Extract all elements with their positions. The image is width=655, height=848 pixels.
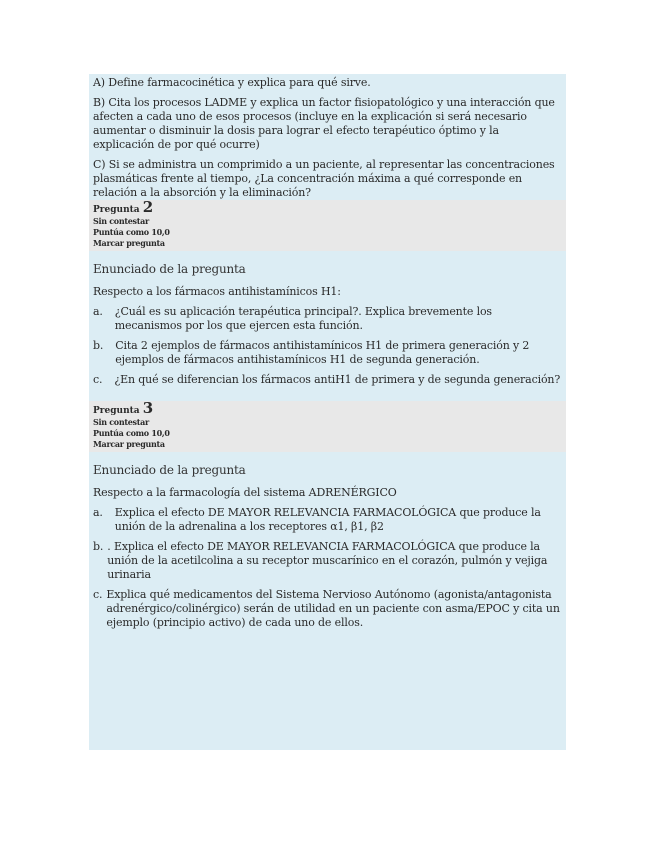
question-2-item-c xyxy=(93,373,562,387)
question-2-info xyxy=(89,200,566,251)
question-3-label: Pregunta xyxy=(93,406,140,416)
question-2-item-a xyxy=(93,305,562,333)
question-2-status: Sin contestar xyxy=(93,216,149,226)
question-3-score: Puntúa como 10,0 xyxy=(93,428,170,438)
question-2-score: Puntúa como 10,0 xyxy=(93,227,170,237)
question-3-intro: Respecto a la farmacología del sistema ADRENÉRGICO xyxy=(93,486,397,499)
item-text: . Explica el efecto DE MAYOR RELEVANCIA FARMACOLÓGICA que produce la unión de la acetilcolina a su receptor muscarínico en el corazón, pulmón y vejiga urinaria xyxy=(107,540,548,581)
question-2-flag-link[interactable]: Marcar pregunta xyxy=(93,238,165,248)
question-1-part-b: B) Cita los procesos LADME y explica un factor fisiopatológico y una interacción que afecten a cada uno de esos procesos (incluye en la explicación si será necesario aumentar o disminuir la dosis para lograr el efecto terapéutico óptimo y la explicación de por qué ocurre) xyxy=(93,96,555,151)
item-label: b. xyxy=(93,540,104,553)
item-label: c. xyxy=(93,588,103,601)
item-label: a. xyxy=(93,305,103,318)
question-3-status: Sin contestar xyxy=(93,417,149,427)
question-3-flag-link[interactable]: Marcar pregunta xyxy=(93,439,165,449)
question-3-item-c xyxy=(93,588,562,630)
question-2-item-b xyxy=(93,339,562,367)
item-text: ¿Cuál es su aplicación terapéutica principal?. Explica brevemente los mecanismos por los que ejercen esta función. xyxy=(114,305,492,332)
question-3-heading: Enunciado de la pregunta xyxy=(93,463,246,477)
question-2-label: Pregunta xyxy=(93,205,140,215)
item-label: a. xyxy=(93,506,103,519)
question-3-item-b xyxy=(93,540,562,582)
item-label: b. xyxy=(93,339,104,352)
item-text: ¿En qué se diferencian los fármacos antiH1 de primera y de segunda generación? xyxy=(114,373,561,386)
question-2-title xyxy=(93,198,562,216)
question-3-info xyxy=(89,401,566,452)
question-3-number: 3 xyxy=(142,399,154,417)
question-1-part-c: C) Si se administra un comprimido a un paciente, al representar las concentraciones plasmáticas frente al tiempo, ¿La concentración máxima a qué corresponde en relación a la absorción y la eliminación? xyxy=(93,158,555,199)
question-3-item-a xyxy=(93,506,562,534)
item-label: c. xyxy=(93,373,103,386)
question-2-intro: Respecto a los fármacos antihistamínicos H1: xyxy=(93,285,341,298)
question-1-text-block xyxy=(89,74,566,200)
question-1-part-a: A) Define farmacocinética y explica para qué sirve. xyxy=(93,76,371,89)
item-text: Explica qué medicamentos del Sistema Nervioso Autónomo (agonista/antagonista adrenérgico/colinérgico) serán de utilidad en un paciente con asma/EPOC y cita un ejemplo (principio activo) de cada uno de ellos. xyxy=(106,588,560,629)
question-3-content xyxy=(89,452,566,750)
question-2-number: 2 xyxy=(142,198,154,216)
item-text: Explica el efecto DE MAYOR RELEVANCIA FARMACOLÓGICA que produce la unión de la adrenalina a los receptores α1, β1, β2 xyxy=(114,506,541,533)
item-text: Cita 2 ejemplos de fármacos antihistamínicos H1 de primera generación y 2 ejemplos de fármacos antihistamínicos H1 de segunda generación. xyxy=(115,339,530,366)
question-2-content xyxy=(89,251,566,401)
question-3-title xyxy=(93,399,562,417)
question-2-heading: Enunciado de la pregunta xyxy=(93,262,246,276)
question-page xyxy=(89,74,566,750)
